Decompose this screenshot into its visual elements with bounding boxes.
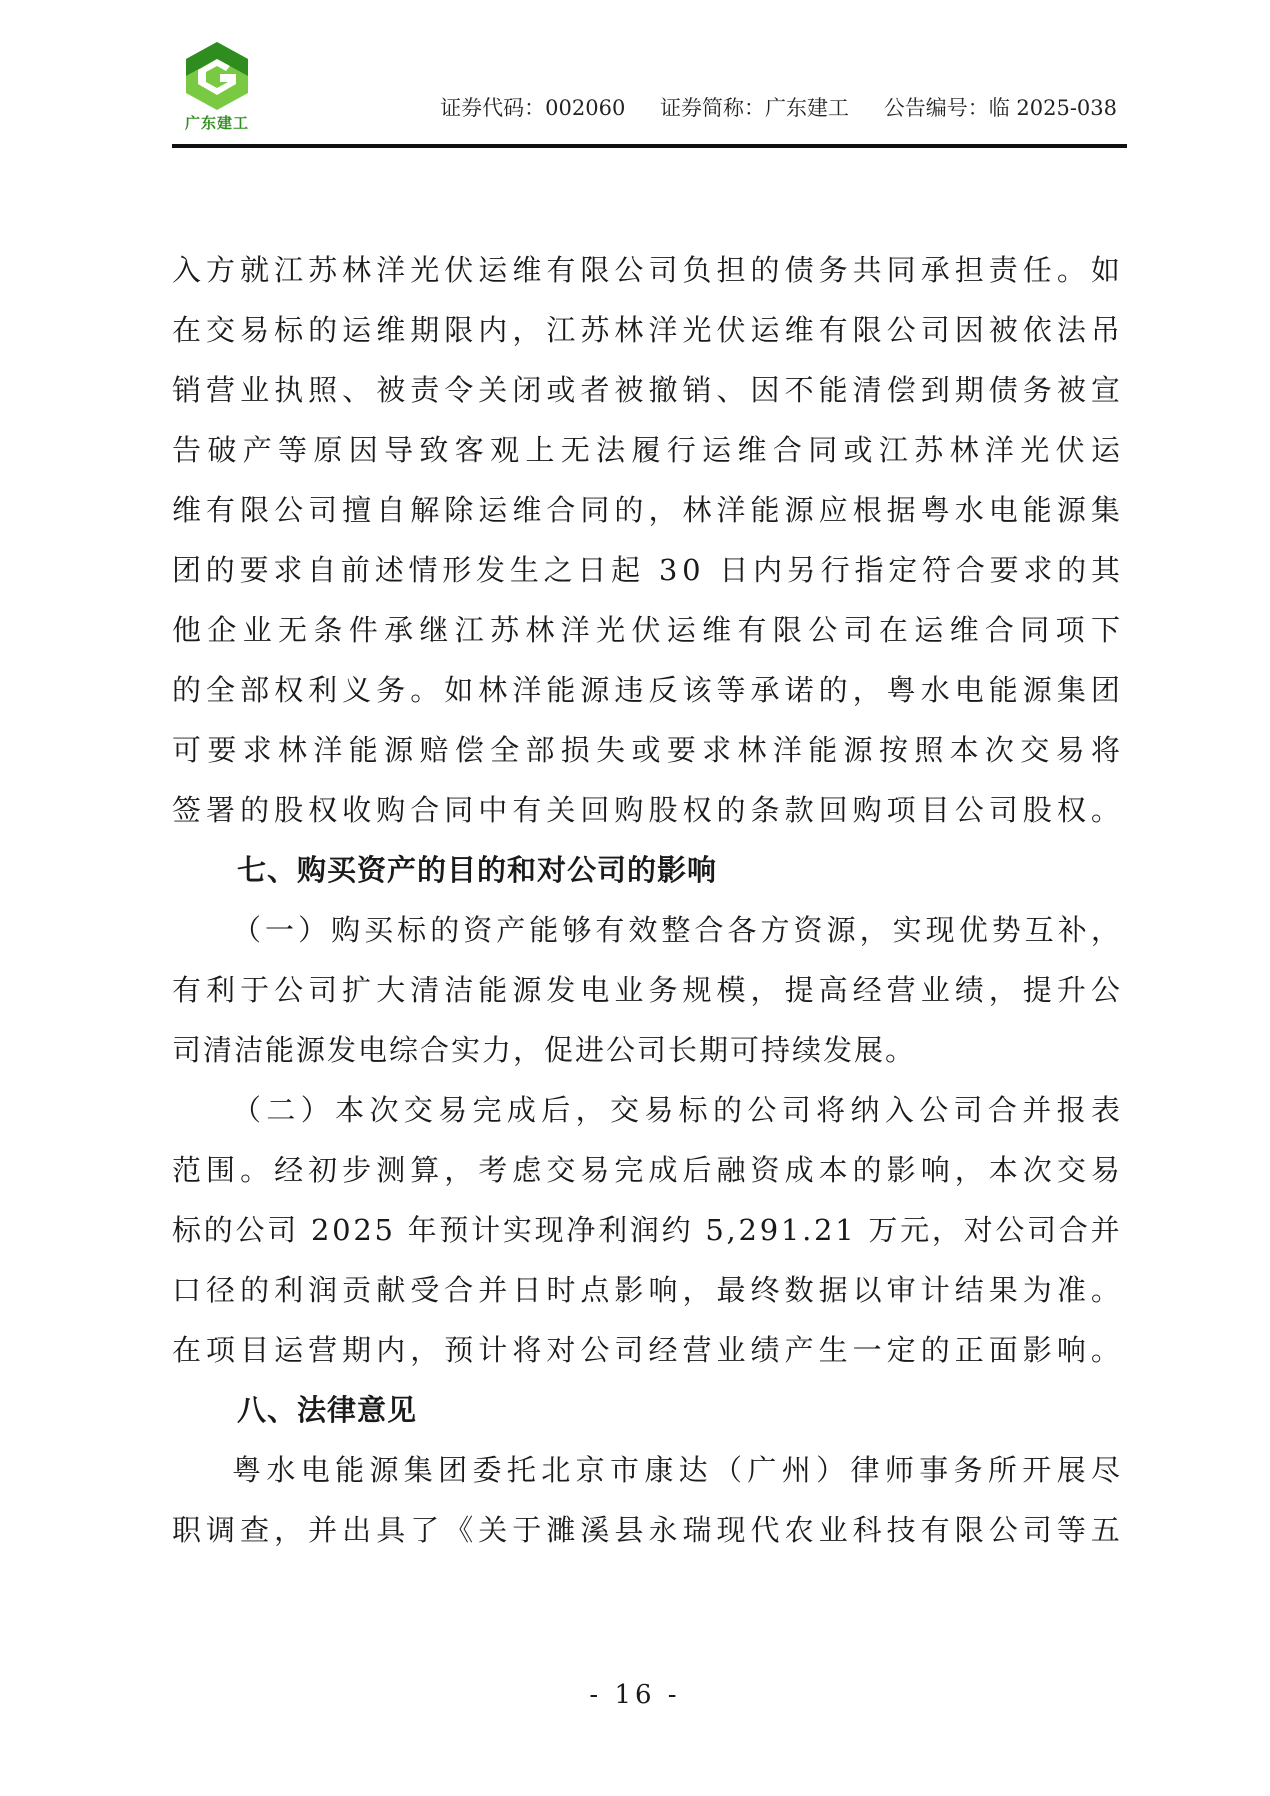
text-line: 司清洁能源发电综合实力，促进公司长期可持续发展。 bbox=[172, 1033, 917, 1067]
document-body bbox=[172, 240, 1120, 1560]
text-line: 团 的 要 求 自 前 述 情 形 发 生 之 日 起 3 0 日 内 另 行 指 定 符 合 要 求 的 其 bbox=[172, 553, 1120, 587]
header-rule bbox=[172, 144, 1127, 148]
stock-code: 证券代码：002060 bbox=[440, 96, 626, 120]
text-line: 他 企 业 无 条 件 承 继 江 苏 林 洋 光 伏 运 维 有 限 公 司 在 运 维 合 同 项 下 bbox=[172, 613, 1120, 647]
section-heading-8: 八、法律意见 bbox=[237, 1393, 418, 1427]
text-line: 标 的 公 司 2 0 2 5 年 预 计 实 现 净 利 润 约 5 , 2 9 1 . 2 1 万 元 ， 对 公 司 合 并 bbox=[172, 1213, 1120, 1247]
text-line: 职 调 查 ， 并 出 具 了 《 关 于 濉 溪 县 永 瑞 现 代 农 业 科 技 有 限 公 司 等 五 bbox=[172, 1513, 1120, 1547]
stock-name: 证券简称：广东建工 bbox=[660, 96, 850, 120]
text-line: （ 二 ） 本 次 交 易 完 成 后 ， 交 易 标 的 公 司 将 纳 入 公 司 合 并 报 表 bbox=[232, 1093, 1120, 1127]
text-line: 在 交 易 标 的 运 维 期 限 内 ， 江 苏 林 洋 光 伏 运 维 有 限 公 司 因 被 依 法 吊 bbox=[172, 313, 1120, 347]
page-header bbox=[172, 40, 1127, 148]
text-line: 粤 水 电 能 源 集 团 委 托 北 京 市 康 达 （ 广 州 ） 律 师 事 务 所 开 展 尽 bbox=[232, 1453, 1120, 1487]
text-line: （ 一 ） 购 买 标 的 资 产 能 够 有 效 整 合 各 方 资 源 ， 实 现 优 势 互 补 ， bbox=[232, 913, 1120, 947]
text-line: 签 署 的 股 权 收 购 合 同 中 有 关 回 购 股 权 的 条 款 回 购 项 目 公 司 股 权 。 bbox=[172, 793, 1120, 827]
text-line: 告 破 产 等 原 因 导 致 客 观 上 无 法 履 行 运 维 合 同 或 江 苏 林 洋 光 伏 运 bbox=[172, 433, 1120, 467]
logo-text: 广东建工 bbox=[184, 114, 249, 132]
section-heading-7: 七、购买资产的目的和对公司的影响 bbox=[237, 853, 718, 887]
text-line: 有 利 于 公 司 扩 大 清 洁 能 源 发 电 业 务 规 模 ， 提 高 经 营 业 绩 ， 提 升 公 bbox=[172, 973, 1120, 1007]
notice-number: 公告编号：临 2025-038 bbox=[883, 96, 1117, 120]
text-line: 维 有 限 公 司 擅 自 解 除 运 维 合 同 的 ， 林 洋 能 源 应 根 据 粤 水 电 能 源 集 bbox=[172, 493, 1120, 527]
text-line: 销 营 业 执 照 、 被 责 令 关 闭 或 者 被 撤 销 、 因 不 能 清 偿 到 期 债 务 被 宣 bbox=[172, 373, 1120, 407]
text-line: 可 要 求 林 洋 能 源 赔 偿 全 部 损 失 或 要 求 林 洋 能 源 按 照 本 次 交 易 将 bbox=[172, 733, 1120, 767]
header-info bbox=[412, 92, 1117, 122]
text-line: 范 围 。 经 初 步 测 算 ， 考 虑 交 易 完 成 后 融 资 成 本 的 影 响 ， 本 次 交 易 bbox=[172, 1153, 1120, 1187]
text-line: 在 项 目 运 营 期 内 ， 预 计 将 对 公 司 经 营 业 绩 产 生 一 定 的 正 面 影 响 。 bbox=[172, 1333, 1120, 1367]
page-number: - 16 - bbox=[589, 1680, 681, 1710]
logo-g-icon bbox=[182, 40, 252, 112]
text-line: 的 全 部 权 利 义 务 。 如 林 洋 能 源 违 反 该 等 承 诺 的 ， 粤 水 电 能 源 集 团 bbox=[172, 673, 1120, 707]
text-line: 入 方 就 江 苏 林 洋 光 伏 运 维 有 限 公 司 负 担 的 债 务 共 同 承 担 责 任 。 如 bbox=[172, 253, 1120, 287]
text-line: 口 径 的 利 润 贡 献 受 合 并 日 时 点 影 响 ， 最 终 数 据 以 审 计 结 果 为 准 。 bbox=[172, 1273, 1120, 1307]
